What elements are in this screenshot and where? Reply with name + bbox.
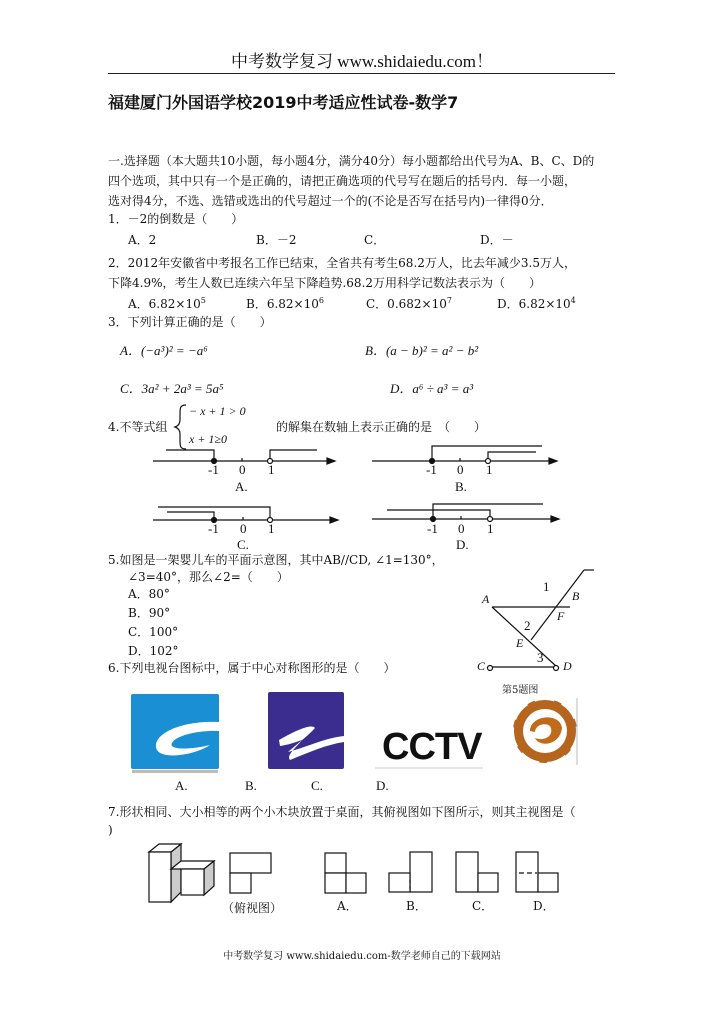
front-view-c (456, 852, 498, 892)
page-footer: 中考数学复习 www.shidaiedu.com-数学老师自己的下载网站 (223, 951, 501, 962)
front-view-b (389, 852, 432, 892)
q7-option-a: A． (337, 899, 358, 913)
intro-line: 选对得4分，不选、选错或选出的代号超过一个的(不论是否写在括号内)一律得0分． (108, 194, 553, 208)
point-label: B (572, 589, 580, 603)
q4-prefix: 4.不等式组 (108, 420, 168, 434)
tick-label: -1 (427, 521, 438, 536)
intro-line: 四个选项，其中只有一个是正确的，请把正确选项的代号写在题后的括号内．每一小题， (108, 174, 577, 188)
tick-label: -1 (426, 462, 437, 477)
q5-option-d: D．102° (128, 644, 179, 658)
point-label: D (563, 659, 572, 673)
q1-option-c: C． (364, 233, 386, 247)
intro-line: 一.选择题（本大题共10小题，每小题4分，满分40分）每小题都给出代号为A、B、C、D的 (108, 154, 595, 168)
q3-option-a: A．(−a³)² = −a⁶ (120, 343, 208, 358)
tick-label: 1 (268, 521, 275, 536)
tick-label: 0 (458, 521, 465, 536)
q3-stem: 3．下列计算正确的是（ ） (108, 315, 272, 329)
q4-option-c: C. (237, 537, 249, 552)
option-text: A．6.82×10 (128, 297, 201, 311)
point-label: A (482, 592, 490, 606)
front-view-a (325, 853, 366, 893)
q1-option-d: D．－ (480, 233, 514, 247)
q3-option-d: D．a⁶ ÷ a³ = a³ (390, 381, 474, 396)
exponent: 5 (200, 296, 206, 305)
cctv-logo-text: CCTV (382, 726, 482, 768)
q3-option-c: C．3a² + 2a³ = 5a⁵ (120, 381, 224, 396)
exponent: 6 (318, 296, 324, 305)
q1-option-b: B．－2 (256, 233, 297, 247)
exponent: 4 (570, 296, 576, 305)
top-view (230, 853, 271, 893)
paper-title: 福建厦门外国语学校2019中考适应性试卷-数学7 (108, 93, 459, 112)
angle-label: 3 (537, 650, 544, 665)
q6-option-a: A. (175, 778, 188, 793)
tick-label: 1 (486, 462, 493, 477)
q4-inequality-1: − x + 1 > 0 (189, 404, 246, 418)
option-text: B．6.82×10 (246, 297, 319, 311)
q5-option-c: C．100° (128, 625, 179, 639)
point-label: C (477, 659, 486, 673)
q5-option-b: B．90° (128, 606, 171, 620)
angle-label: 2 (524, 618, 531, 633)
exponent: 7 (446, 296, 452, 305)
q6-option-b: B. (245, 778, 257, 793)
q1-option-a: A．2 (128, 233, 157, 247)
front-view-d (516, 852, 558, 892)
q7-stem: ) (108, 823, 113, 837)
tick-label: 0 (240, 521, 247, 536)
angle-label: 1 (543, 579, 550, 594)
q1-stem: 1．－2的倒数是（ ） (108, 212, 244, 226)
q6-option-c: C. (311, 778, 323, 793)
point-label: F (557, 609, 565, 623)
tick-label: 1 (487, 521, 494, 536)
solid-3d (149, 844, 214, 902)
q6-stem: 6.下列电视台图标中，属于中心对称图形的是（ ） (108, 661, 396, 675)
q6-option-d: D. (376, 778, 389, 793)
top-view-label: （俯视图） (222, 901, 283, 915)
q7-option-c: C． (472, 899, 494, 913)
point-label: E (516, 636, 524, 650)
q5-option-a: A．80° (128, 587, 170, 601)
q2-stem: 下降4.9%，考生人数已连续六年呈下降趋势.68.2万用科学记数法表示为（ ） (108, 276, 542, 290)
q4-option-d: D. (456, 537, 469, 552)
q4-option-b: B. (455, 479, 467, 494)
q4-inequality-2: x + 1≥0 (189, 432, 228, 446)
q7-stem: 7.形状相同、大小相等的两个小木块放置于桌面，其俯视图如下图所示，则其主视图是（ (108, 805, 576, 819)
figure-caption: 第5题图 (502, 685, 539, 696)
q4-option-a: A. (235, 479, 248, 494)
page-header: 中考数学复习 www.shidaiedu.com！ (231, 52, 493, 71)
q5-stem: 5.如图是一架婴儿车的平面示意图，其中AB//CD, ∠1=130°， (108, 553, 444, 567)
q7-option-b: B． (406, 899, 427, 913)
tick-label: -1 (208, 521, 219, 536)
tick-label: 0 (239, 462, 246, 477)
tick-label: -1 (208, 462, 219, 477)
q2-stem: 2．2012年安徽省中考报名工作已结束，全省共有考生68.2万人，比去年减少3.5万人， (108, 256, 576, 270)
q4-suffix: 的解集在数轴上表示正确的是 （ ） (276, 420, 487, 434)
q3-option-b: B．(a − b)² = a² − b² (365, 343, 479, 358)
q5-stem: ∠3=40°，那么∠2=（ ） (128, 570, 289, 584)
option-text: D．6.82×10 (497, 297, 571, 311)
tick-label: 0 (457, 462, 464, 477)
q7-option-d: D． (533, 899, 555, 913)
option-text: C．0.682×10 (366, 297, 447, 311)
tick-label: 1 (268, 462, 275, 477)
